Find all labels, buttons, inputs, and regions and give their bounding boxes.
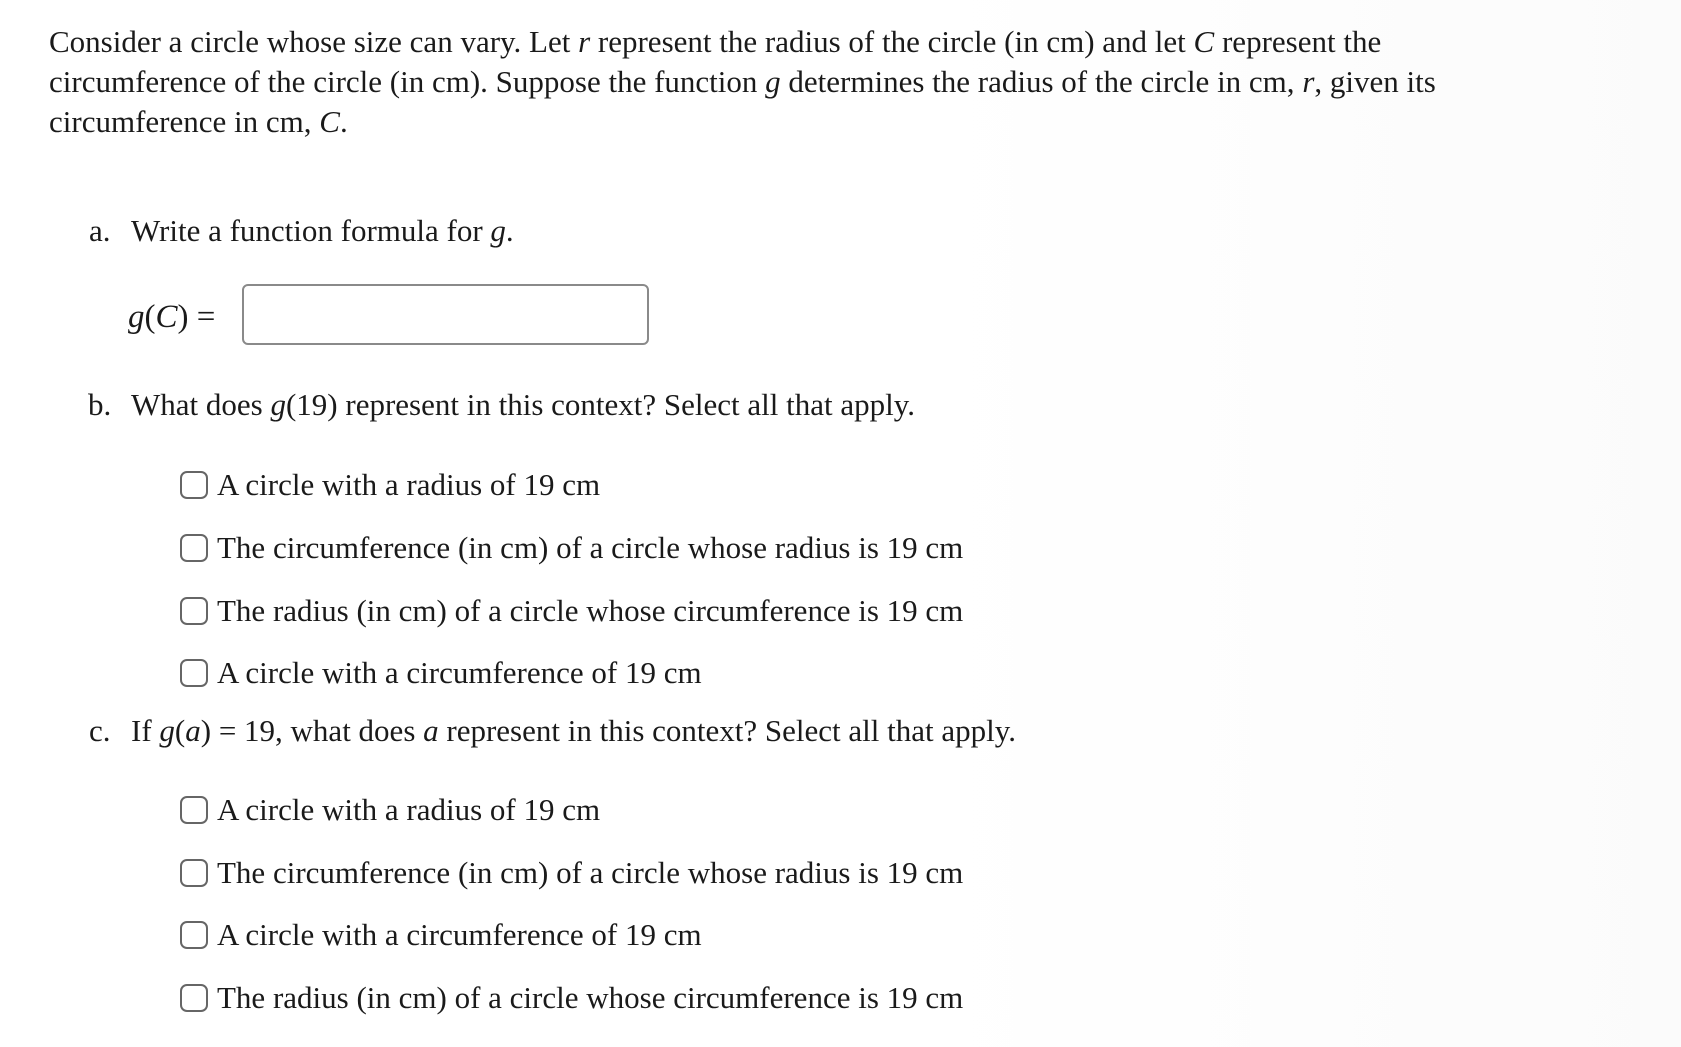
checkbox[interactable] (180, 796, 208, 824)
checkbox[interactable] (180, 859, 208, 887)
variable-g: g (159, 713, 175, 748)
option-label: The circumference (in cm) of a circle whose radius is 19 cm (217, 530, 964, 565)
intro-text: Consider a circle whose size can vary. Let (49, 24, 579, 59)
variable-r: r (1302, 64, 1315, 99)
variable-C: C (1193, 24, 1215, 59)
part-c-option-2[interactable] (180, 853, 963, 893)
checkbox[interactable] (180, 659, 208, 687)
variable-g: g (270, 387, 286, 422)
variable-a: a (185, 713, 201, 748)
part-c-option-3[interactable] (180, 915, 702, 955)
option-label: A circle with a circumference of 19 cm (217, 917, 702, 952)
question-text: If (131, 713, 160, 748)
part-b-label: b. (88, 387, 112, 422)
option-label: The radius (in cm) of a circle whose circumference is 19 cm (217, 593, 964, 628)
part-a-question (131, 211, 514, 251)
variable-g: g (765, 64, 781, 99)
option-label: A circle with a circumference of 19 cm (217, 655, 702, 690)
intro-text: . (339, 104, 348, 139)
option-label: The radius (in cm) of a circle whose circumference is 19 cm (217, 980, 964, 1015)
variable-g: g (490, 213, 506, 248)
variable-g: g (128, 299, 145, 335)
intro-text: determines the radius of the circle in cm, (780, 64, 1303, 99)
function-formula-input[interactable] (242, 284, 649, 345)
part-b-option-4[interactable] (180, 653, 702, 693)
part-c-question (131, 711, 1016, 751)
question-text: = 19, what does (211, 713, 424, 748)
question-text: . (505, 213, 514, 248)
part-b-option-1[interactable] (180, 465, 600, 505)
option-label: A circle with a radius of 19 cm (217, 792, 601, 827)
equals-sign: = (188, 299, 216, 335)
part-a-label: a. (89, 213, 111, 248)
problem-statement (49, 22, 1469, 142)
function-argument: (19) (285, 387, 338, 422)
intro-text: , given its circumference in cm, (49, 64, 1436, 139)
question-text: What does (131, 387, 271, 422)
part-b-option-2[interactable] (180, 528, 963, 568)
variable-C: C (319, 104, 340, 139)
checkbox[interactable] (180, 984, 208, 1012)
part-b-option-3[interactable] (180, 591, 963, 631)
paren: ) (200, 713, 212, 748)
variable-r: r (578, 24, 591, 59)
part-b-question (131, 385, 915, 425)
function-argument: (C) (144, 299, 189, 335)
checkbox[interactable] (180, 921, 208, 949)
question-text: represent in this context? Select all that apply. (337, 387, 915, 422)
option-label: A circle with a radius of 19 cm (217, 467, 601, 502)
paren: ( (174, 713, 186, 748)
checkbox[interactable] (180, 534, 208, 562)
part-c-label: c. (89, 713, 111, 748)
part-c-option-4[interactable] (180, 978, 963, 1018)
variable-a: a (423, 713, 439, 748)
intro-text: represent the radius of the circle (in cm) and let (590, 24, 1194, 59)
intro-text: represent the circumference of the circle (in cm). Suppose the function (49, 24, 1382, 99)
question-text: represent in this context? Select all that apply. (438, 713, 1016, 748)
part-c-option-1[interactable] (180, 790, 600, 830)
option-label: The circumference (in cm) of a circle whose radius is 19 cm (217, 855, 964, 890)
checkbox[interactable] (180, 471, 208, 499)
question-text: Write a function formula for (131, 213, 491, 248)
checkbox[interactable] (180, 597, 208, 625)
function-equation-label (128, 297, 215, 337)
